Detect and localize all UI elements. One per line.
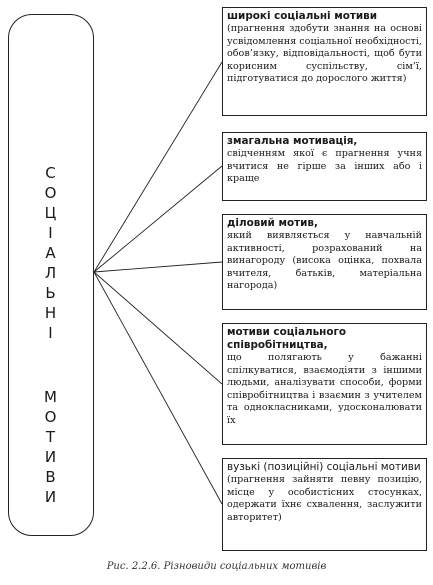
motive-description: що полягають у бажанні спілкуватися, взаємодіяти з іншими людьми, аналізувати способи, форми співробітництва і взаємин з учителем та однокласниками, удосконалювати їх [227, 352, 422, 426]
motive-description: свідченням якої є прагнення учня вчитися не гірше за інших або і краще [227, 148, 422, 185]
root-letter: А [45, 244, 57, 262]
root-letter: И [44, 488, 58, 506]
motive-title: мотиви соціального співробітництва, [227, 326, 347, 351]
connector-3 [94, 272, 222, 384]
motive-description: (прагнення зайняти певну позицію, місце у особистісних стосунках, одержати їхнє схвалення, заслужити авторитет) [227, 474, 422, 523]
motive-box-narrow-positional [222, 458, 427, 551]
root-letter: М [44, 388, 58, 406]
motive-title: діловий мотив, [227, 217, 318, 229]
root-letter: Л [44, 264, 58, 282]
figure-caption: Рис. 2.2.6. Різновиди соціальних мотивів [106, 561, 327, 572]
root-letter: В [45, 468, 57, 486]
motive-box-broad-social [222, 7, 427, 116]
root-letter: Т [45, 428, 57, 446]
root-letter: И [44, 448, 58, 466]
motive-title: вузькі (позиційні) соціальні мотиви [227, 461, 421, 473]
root-letter: С [45, 164, 57, 182]
motive-box-competitive [222, 132, 427, 201]
root-letter: І [48, 324, 54, 342]
motive-description: (прагнення здобути знання на основі усвідомлення соціальної необхідності, обов’язку, відповідальності, щоб бути корисним суспільству, сім’ї, підготуватися до дорослого життя) [227, 23, 422, 85]
connector-1 [94, 166, 222, 272]
root-letter: О [44, 184, 58, 202]
root-word-gap [9, 343, 93, 387]
motive-title: змагальна мотивація, [227, 135, 358, 147]
motive-description: який виявляється у навчальній активності, розрахований на винагороду (висока оцінка, похвала вчителя, батьків, матеріальна нагорода) [227, 230, 422, 292]
motive-box-business [222, 214, 427, 310]
root-letter: Ц [44, 204, 58, 222]
root-letter: І [48, 224, 54, 242]
connector-2 [94, 262, 222, 272]
root-node [8, 14, 94, 536]
motive-title: широкі соціальні мотиви [227, 10, 378, 22]
connector-4 [94, 272, 222, 504]
root-letter: Н [44, 304, 58, 322]
motive-box-cooperation [222, 323, 427, 445]
root-label [9, 163, 93, 507]
root-letter: О [44, 408, 58, 426]
connector-0 [94, 62, 222, 272]
root-letter: Ь [45, 284, 57, 302]
